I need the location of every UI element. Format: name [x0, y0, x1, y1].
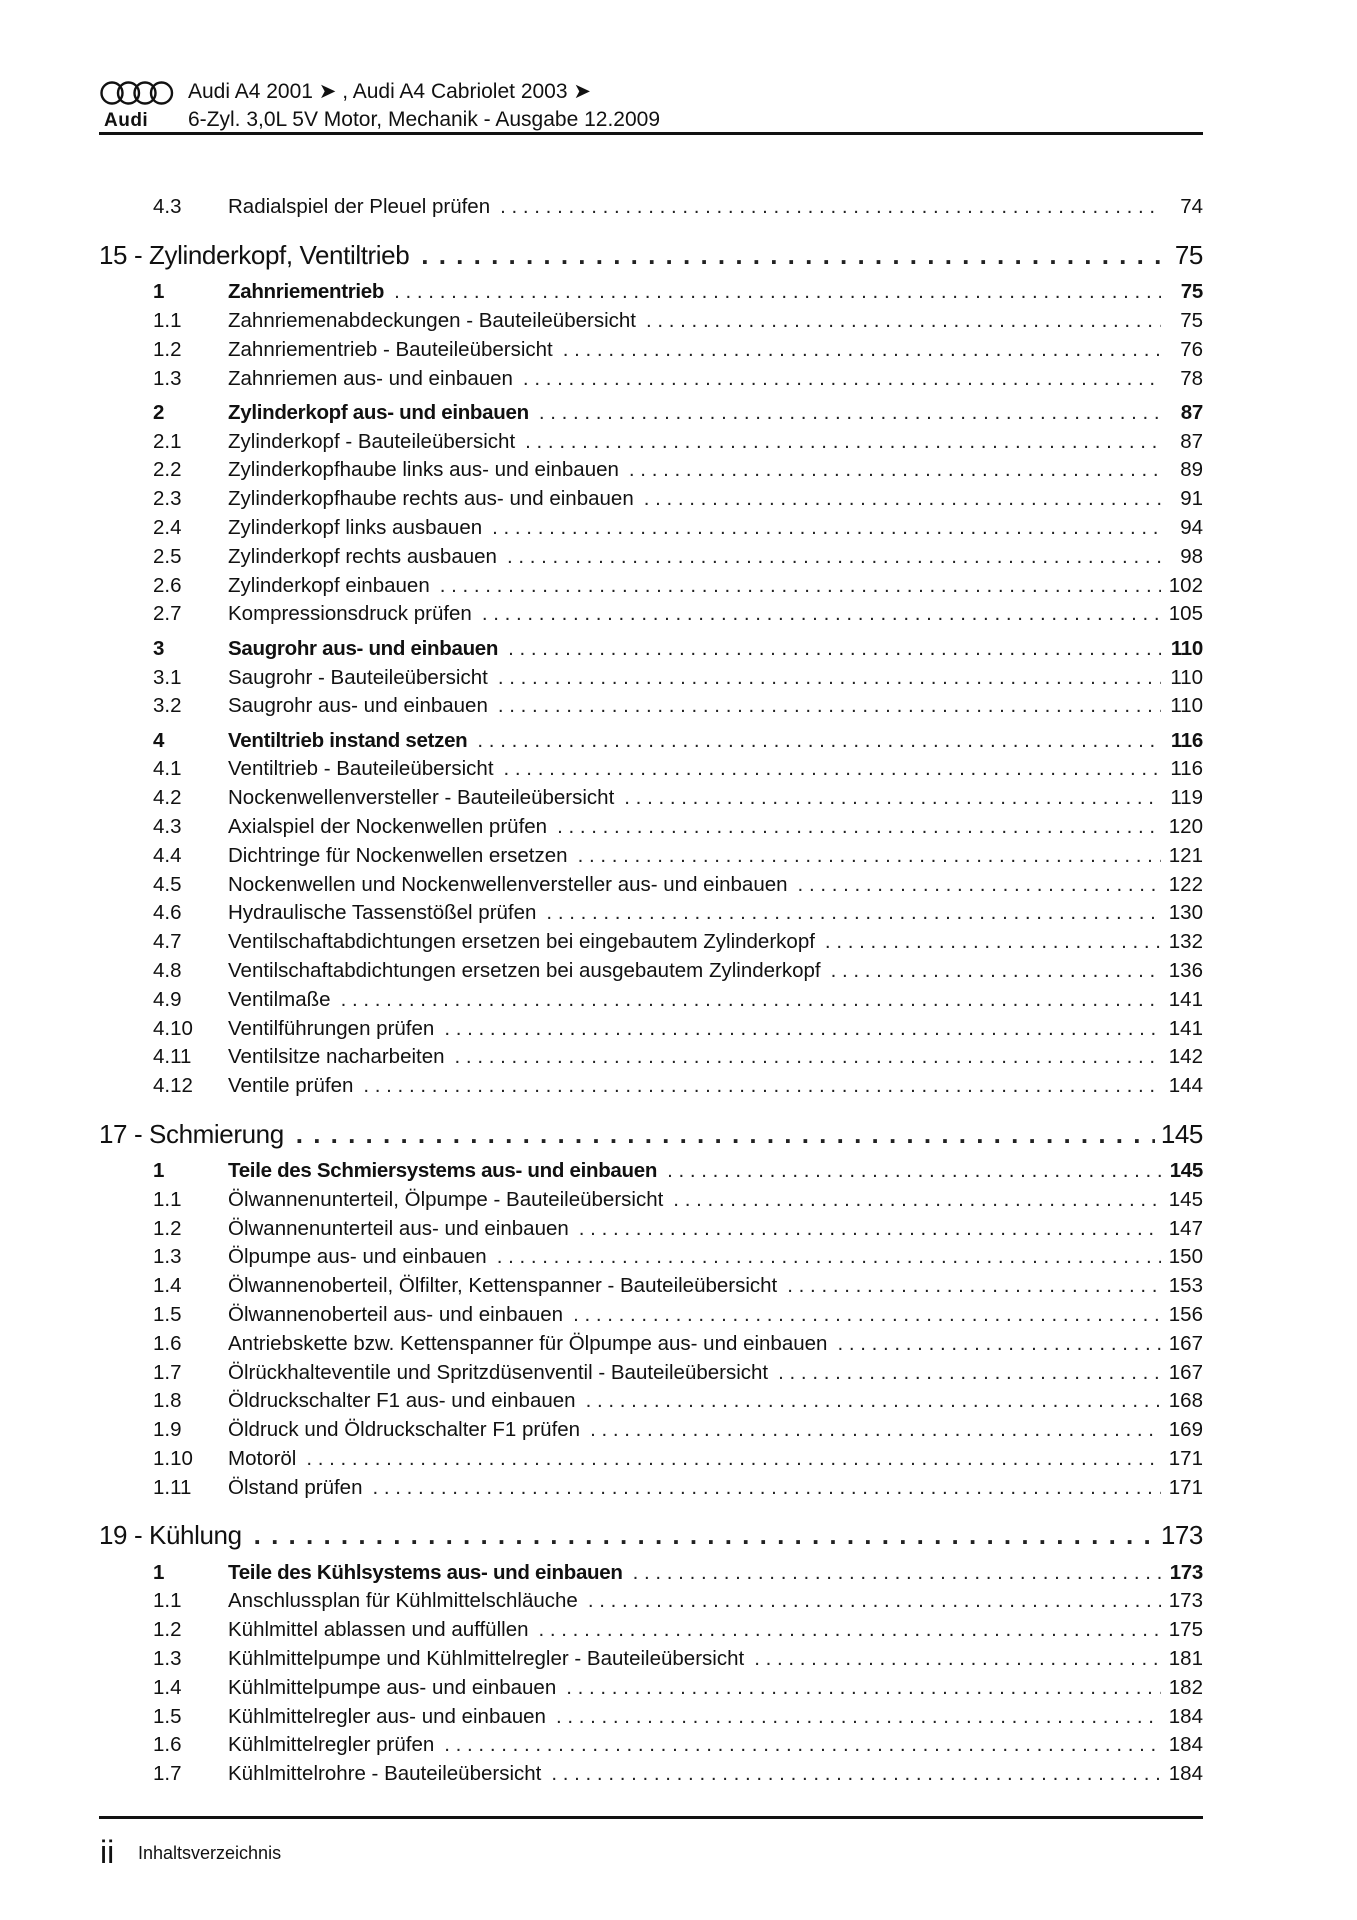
entry-title: Motoröl — [228, 1446, 297, 1470]
entry-number: 1 — [153, 280, 165, 304]
entry-page-number: 136 — [1168, 959, 1203, 983]
toc-entry[interactable] — [99, 1760, 1203, 1789]
toc-entry[interactable] — [99, 1673, 1203, 1702]
entry-number: 4.3 — [153, 195, 182, 219]
dot-leader — [557, 815, 1161, 839]
entry-number: 1 — [153, 1159, 165, 1182]
entry-number: 2.6 — [153, 573, 182, 597]
entry-page-number: 89 — [1180, 458, 1203, 482]
chapter-title: 15 - Zylinderkopf, Ventiltrieb — [99, 239, 410, 270]
dot-leader — [421, 240, 1161, 271]
entry-title: Öldruck und Öldruckschalter F1 prüfen — [228, 1418, 581, 1442]
toc-entry[interactable] — [99, 1185, 1203, 1214]
entry-page-number: 171 — [1168, 1475, 1203, 1499]
dot-leader — [482, 602, 1161, 626]
entry-page-number: 150 — [1168, 1245, 1203, 1269]
entry-number: 3 — [153, 636, 165, 660]
toc-entry[interactable] — [99, 1387, 1203, 1416]
footer-section-label: Inhaltsverzeichnis — [138, 1843, 282, 1863]
entry-number: 2.7 — [153, 602, 182, 626]
dot-leader — [444, 1017, 1161, 1041]
dot-leader — [500, 195, 1161, 219]
entry-number: 4.8 — [153, 959, 182, 983]
entry-number: 2.3 — [153, 487, 182, 511]
entry-title: Saugrohr aus- und einbauen — [228, 636, 499, 660]
dot-leader — [798, 873, 1161, 897]
entry-page-number: 94 — [1180, 516, 1203, 540]
entry-page-number: 145 — [1160, 1118, 1203, 1149]
dot-leader — [586, 1389, 1161, 1413]
entry-number: 4.7 — [153, 930, 182, 954]
entry-title: Kühlmittelpumpe aus- und einbauen — [228, 1675, 557, 1699]
entry-page-number: 173 — [1168, 1589, 1203, 1613]
entry-page-number: 173 — [1169, 1560, 1203, 1584]
entry-title: Ölrückhalteventile und Spritzdüsenventil - Bauteileübersicht — [228, 1360, 769, 1384]
header-divider — [99, 132, 1203, 135]
entry-page-number: 91 — [1180, 487, 1203, 511]
audi-rings-logo — [99, 80, 175, 106]
toc-section-entry[interactable] — [99, 398, 1203, 427]
entry-title: Saugrohr aus- und einbauen — [228, 694, 488, 718]
dot-leader — [508, 637, 1161, 661]
dot-leader — [551, 1762, 1161, 1786]
dot-leader — [498, 694, 1161, 718]
dot-leader — [825, 930, 1161, 954]
toc-entry[interactable] — [99, 1702, 1203, 1731]
toc-entry[interactable] — [99, 957, 1203, 986]
dot-leader — [546, 901, 1161, 925]
entry-page-number: 169 — [1168, 1418, 1203, 1442]
entry-title: Ventilmaße — [228, 987, 331, 1011]
dot-leader — [539, 401, 1161, 425]
entry-number: 1.4 — [153, 1274, 182, 1298]
entry-number: 1 — [153, 1560, 165, 1584]
entry-number: 4.2 — [153, 786, 182, 810]
toc-entry[interactable] — [99, 985, 1203, 1014]
toc-entry[interactable] — [99, 1587, 1203, 1616]
entry-title: Ölpumpe aus- und einbauen — [228, 1245, 487, 1269]
entry-title: Hydraulische Tassenstößel prüfen — [228, 901, 537, 925]
entry-page-number: 87 — [1180, 429, 1203, 453]
entry-number: 1.6 — [153, 1331, 182, 1355]
entry-page-number: 75 — [1180, 308, 1203, 332]
toc-section-entry[interactable] — [99, 1558, 1203, 1587]
entry-page-number: 168 — [1168, 1389, 1203, 1413]
entry-title: Nockenwellenversteller - Bauteileübersicht — [228, 786, 615, 810]
entry-number: 4.1 — [153, 757, 182, 781]
entry-page-number: 173 — [1160, 1520, 1203, 1551]
entry-number: 1.2 — [153, 1216, 182, 1240]
dot-leader — [306, 1447, 1161, 1471]
entry-number: 1.1 — [153, 1589, 182, 1613]
entry-number: 1.7 — [153, 1360, 182, 1384]
entry-number: 1.2 — [153, 337, 182, 361]
entry-title: Öldruckschalter F1 aus- und einbauen — [228, 1389, 576, 1413]
entry-number: 2.1 — [153, 429, 182, 453]
toc-entry[interactable] — [99, 193, 1203, 222]
toc-entry[interactable] — [99, 1645, 1203, 1674]
entry-number: 1.11 — [153, 1475, 192, 1499]
entry-title: Kühlmittelpumpe und Kühlmittelregler - Bauteileübersicht — [228, 1646, 745, 1670]
entry-number: 2.5 — [153, 544, 182, 568]
entry-number: 1.10 — [153, 1446, 193, 1470]
dot-leader — [497, 1245, 1161, 1269]
toc-entry[interactable] — [99, 1243, 1203, 1272]
toc-entry[interactable] — [99, 1416, 1203, 1445]
dot-leader — [523, 367, 1161, 391]
dot-leader — [563, 338, 1161, 362]
dot-leader — [296, 1119, 1155, 1150]
entry-title: Radialspiel der Pleuel prüfen — [228, 195, 491, 219]
entry-page-number: 102 — [1168, 573, 1203, 597]
entry-page-number: 171 — [1168, 1446, 1203, 1470]
entry-number: 4.11 — [153, 1045, 192, 1069]
entry-page-number: 130 — [1168, 901, 1203, 925]
toc-entry[interactable] — [99, 1072, 1203, 1101]
entry-title: Ölwannenunterteil aus- und einbauen — [228, 1216, 569, 1240]
dot-leader — [837, 1332, 1161, 1356]
entry-number: 1.7 — [153, 1762, 182, 1786]
toc-entry[interactable] — [99, 841, 1203, 870]
entry-title: Saugrohr - Bauteileübersicht — [228, 665, 488, 689]
dot-leader — [629, 458, 1161, 482]
chapter-title: 17 - Schmierung — [99, 1118, 284, 1149]
dot-leader — [498, 666, 1161, 690]
entry-title: Kühlmittelregler aus- und einbauen — [228, 1704, 546, 1728]
toc-entry[interactable] — [99, 427, 1203, 456]
entry-page-number: 116 — [1170, 757, 1203, 781]
toc-entry[interactable] — [99, 571, 1203, 600]
dot-leader — [566, 1676, 1161, 1700]
entry-title: Ventilschaftabdichtungen ersetzen bei eingebautem Zylinderkopf — [228, 930, 815, 954]
entry-number: 4.3 — [153, 815, 182, 839]
toc-entry[interactable] — [99, 1014, 1203, 1043]
dot-leader — [363, 1074, 1161, 1098]
entry-page-number: 75 — [1174, 239, 1203, 270]
dot-leader — [778, 1361, 1161, 1385]
dot-leader — [525, 430, 1161, 454]
dot-leader — [667, 1159, 1161, 1183]
entry-number: 1.2 — [153, 1618, 182, 1642]
entry-title: Zahnriementrieb - Bauteileübersicht — [228, 337, 553, 361]
entry-number: 4.9 — [153, 987, 182, 1011]
entry-page-number: 141 — [1168, 1016, 1203, 1040]
entry-page-number: 153 — [1168, 1274, 1203, 1298]
toc-entry[interactable] — [99, 307, 1203, 336]
toc-entry[interactable] — [99, 784, 1203, 813]
toc-chapter-heading[interactable] — [99, 1116, 1203, 1153]
toc-entry[interactable] — [99, 1473, 1203, 1502]
entry-page-number: 184 — [1168, 1704, 1203, 1728]
dot-leader — [624, 786, 1161, 810]
entry-page-number: 87 — [1180, 400, 1203, 424]
dot-leader — [341, 988, 1161, 1012]
entry-page-number: 145 — [1169, 1159, 1203, 1182]
entry-title: Zahnriemen aus- und einbauen — [228, 366, 513, 390]
entry-title: Zahnriemenabdeckungen - Bauteileübersicht — [228, 308, 636, 332]
toc-section-entry[interactable] — [99, 634, 1203, 663]
toc-entry[interactable] — [99, 1301, 1203, 1330]
dot-leader — [492, 516, 1161, 540]
entry-title: Ölstand prüfen — [228, 1475, 363, 1499]
toc-entry[interactable] — [99, 1731, 1203, 1760]
entry-title: Ölwannenoberteil, Ölfilter, Kettenspanner - Bauteileübersicht — [228, 1274, 778, 1298]
toc-entry[interactable] — [99, 600, 1203, 629]
entry-page-number: 141 — [1168, 987, 1203, 1011]
entry-page-number: 132 — [1168, 930, 1203, 954]
table-of-contents — [99, 193, 1203, 1789]
entry-title: Ölwannenoberteil aus- und einbauen — [228, 1302, 564, 1326]
toc-entry[interactable] — [99, 514, 1203, 543]
toc-entry[interactable] — [99, 1043, 1203, 1072]
dot-leader — [507, 545, 1161, 569]
entry-number: 1.5 — [153, 1704, 182, 1728]
toc-entry[interactable] — [99, 1272, 1203, 1301]
toc-entry[interactable] — [99, 485, 1203, 514]
entry-page-number: 110 — [1170, 665, 1203, 689]
dot-leader — [673, 1188, 1161, 1212]
entry-page-number: 182 — [1168, 1675, 1203, 1699]
toc-entry[interactable] — [99, 364, 1203, 393]
entry-page-number: 98 — [1180, 544, 1203, 568]
dot-leader — [590, 1418, 1161, 1442]
entry-title: Zylinderkopf links ausbauen — [228, 516, 483, 540]
entry-page-number: 120 — [1168, 815, 1203, 839]
dot-leader — [504, 757, 1161, 781]
toc-entry[interactable] — [99, 928, 1203, 957]
dot-leader — [831, 959, 1161, 983]
entry-number: 1.1 — [153, 308, 182, 332]
entry-title: Nockenwellen und Nockenwellenversteller aus- und einbauen — [228, 872, 788, 896]
dot-leader — [477, 729, 1161, 753]
entry-number: 1.3 — [153, 1245, 182, 1269]
entry-number: 2 — [153, 400, 165, 424]
toc-section-entry[interactable] — [99, 278, 1203, 307]
entry-title: Teile des Schmiersystems aus- und einbauen — [228, 1159, 658, 1182]
entry-title: Kühlmittelrohre - Bauteileübersicht — [228, 1762, 542, 1786]
dot-leader — [539, 1618, 1162, 1642]
dot-leader — [394, 280, 1161, 304]
entry-number: 1.4 — [153, 1675, 182, 1699]
toc-entry[interactable] — [99, 335, 1203, 364]
entry-title: Zylinderkopf rechts ausbauen — [228, 544, 497, 568]
toc-entry[interactable] — [99, 870, 1203, 899]
entry-page-number: 105 — [1168, 602, 1203, 626]
dot-leader — [579, 1217, 1161, 1241]
entry-page-number: 156 — [1168, 1302, 1203, 1326]
entry-page-number: 110 — [1170, 636, 1203, 660]
toc-entry[interactable] — [99, 692, 1203, 721]
page-number: ii — [100, 1834, 115, 1870]
dot-leader — [556, 1705, 1161, 1729]
entry-title: Ventilsitze nacharbeiten — [228, 1045, 445, 1069]
entry-number: 1.3 — [153, 366, 182, 390]
dot-leader — [754, 1647, 1161, 1671]
header-model-line: Audi A4 2001 ➤ , Audi A4 Cabriolet 2003 ➤ — [188, 80, 591, 103]
entry-page-number: 145 — [1168, 1187, 1203, 1211]
entry-title: Kühlmittelregler prüfen — [228, 1733, 435, 1757]
footer-divider — [99, 1816, 1203, 1819]
entry-number: 4.6 — [153, 901, 182, 925]
header-edition-line: 6-Zyl. 3,0L 5V Motor, Mechanik - Ausgabe 12.2009 — [188, 108, 660, 131]
entry-title: Zylinderkopf einbauen — [228, 573, 430, 597]
entry-page-number: 122 — [1168, 872, 1203, 896]
entry-number: 3.2 — [153, 694, 182, 718]
toc-entry[interactable] — [99, 899, 1203, 928]
entry-page-number: 119 — [1170, 786, 1203, 810]
entry-number: 1.5 — [153, 1302, 182, 1326]
toc-entry[interactable] — [99, 456, 1203, 485]
entry-page-number: 175 — [1168, 1618, 1203, 1642]
dot-leader — [588, 1589, 1161, 1613]
entry-title: Axialspiel der Nockenwellen prüfen — [228, 815, 548, 839]
dot-leader — [372, 1476, 1161, 1500]
toc-entry[interactable] — [99, 755, 1203, 784]
entry-page-number: 142 — [1168, 1045, 1203, 1069]
toc-entry[interactable] — [99, 1329, 1203, 1358]
entry-title: Ventiltrieb - Bauteileübersicht — [228, 757, 494, 781]
entry-number: 4.5 — [153, 872, 182, 896]
entry-number: 4 — [153, 728, 165, 752]
entry-title: Antriebskette bzw. Kettenspanner für Ölpumpe aus- und einbauen — [228, 1331, 828, 1355]
toc-chapter-heading[interactable] — [99, 237, 1203, 274]
entry-page-number: 74 — [1180, 195, 1203, 219]
entry-title: Zylinderkopf aus- und einbauen — [228, 400, 529, 424]
entry-page-number: 167 — [1168, 1331, 1203, 1355]
toc-section-entry[interactable] — [99, 726, 1203, 755]
entry-number: 2.2 — [153, 458, 182, 482]
entry-title: Ventile prüfen — [228, 1074, 354, 1098]
entry-title: Zylinderkopfhaube links aus- und einbauen — [228, 458, 619, 482]
entry-page-number: 110 — [1170, 694, 1203, 718]
toc-entry[interactable] — [99, 1616, 1203, 1645]
dot-leader — [455, 1045, 1161, 1069]
dot-leader — [633, 1561, 1161, 1585]
toc-entry[interactable] — [99, 1358, 1203, 1387]
audi-brand-wordmark: Audi — [104, 110, 149, 131]
entry-number: 1.3 — [153, 1646, 182, 1670]
entry-number: 3.1 — [153, 665, 182, 689]
entry-page-number: 144 — [1168, 1074, 1203, 1098]
toc-entry[interactable] — [99, 1445, 1203, 1474]
entry-page-number: 121 — [1168, 843, 1203, 867]
entry-page-number: 184 — [1168, 1762, 1203, 1786]
entry-title: Ventiltrieb instand setzen — [228, 728, 468, 752]
entry-title: Zylinderkopfhaube rechts aus- und einbauen — [228, 487, 634, 511]
entry-title: Ventilführungen prüfen — [228, 1016, 435, 1040]
entry-title: Zylinderkopf - Bauteileübersicht — [228, 429, 516, 453]
dot-leader — [578, 844, 1161, 868]
dot-leader — [787, 1274, 1161, 1298]
entry-number: 2.4 — [153, 516, 182, 540]
entry-title: Teile des Kühlsystems aus- und einbauen — [228, 1560, 623, 1584]
entry-number: 4.10 — [153, 1016, 193, 1040]
entry-title: Ventilschaftabdichtungen ersetzen bei ausgebautem Zylinderkopf — [228, 959, 821, 983]
dot-leader — [644, 487, 1161, 511]
dot-leader — [254, 1520, 1155, 1551]
entry-number: 1.9 — [153, 1418, 182, 1442]
entry-page-number: 181 — [1168, 1646, 1203, 1670]
entry-number: 1.1 — [153, 1187, 182, 1211]
entry-title: Kühlmittel ablassen und auffüllen — [228, 1618, 529, 1642]
chapter-title: 19 - Kühlung — [99, 1520, 242, 1551]
toc-section-entry[interactable] — [99, 1157, 1203, 1186]
entry-title: Kompressionsdruck prüfen — [228, 602, 472, 626]
toc-chapter-heading[interactable] — [99, 1517, 1203, 1554]
entry-number: 1.6 — [153, 1733, 182, 1757]
dot-leader — [646, 309, 1161, 333]
toc-entry[interactable] — [99, 663, 1203, 692]
toc-entry[interactable] — [99, 813, 1203, 842]
entry-page-number: 75 — [1180, 280, 1203, 304]
entry-page-number: 147 — [1168, 1216, 1203, 1240]
dot-leader — [444, 1733, 1161, 1757]
entry-title: Anschlussplan für Kühlmittelschläuche — [228, 1589, 578, 1613]
dot-leader — [440, 574, 1161, 598]
entry-title: Dichtringe für Nockenwellen ersetzen — [228, 843, 568, 867]
entry-page-number: 167 — [1168, 1360, 1203, 1384]
entry-number: 1.8 — [153, 1389, 182, 1413]
entry-page-number: 76 — [1180, 337, 1203, 361]
entry-title: Zahnriementrieb — [228, 280, 385, 304]
entry-page-number: 184 — [1168, 1733, 1203, 1757]
entry-title: Ölwannenunterteil, Ölpumpe - Bauteileübersicht — [228, 1187, 664, 1211]
dot-leader — [573, 1303, 1161, 1327]
entry-number: 4.12 — [153, 1074, 193, 1098]
toc-entry[interactable] — [99, 1214, 1203, 1243]
entry-page-number: 78 — [1180, 366, 1203, 390]
toc-entry[interactable] — [99, 542, 1203, 571]
entry-page-number: 116 — [1170, 728, 1203, 752]
entry-number: 4.4 — [153, 843, 182, 867]
